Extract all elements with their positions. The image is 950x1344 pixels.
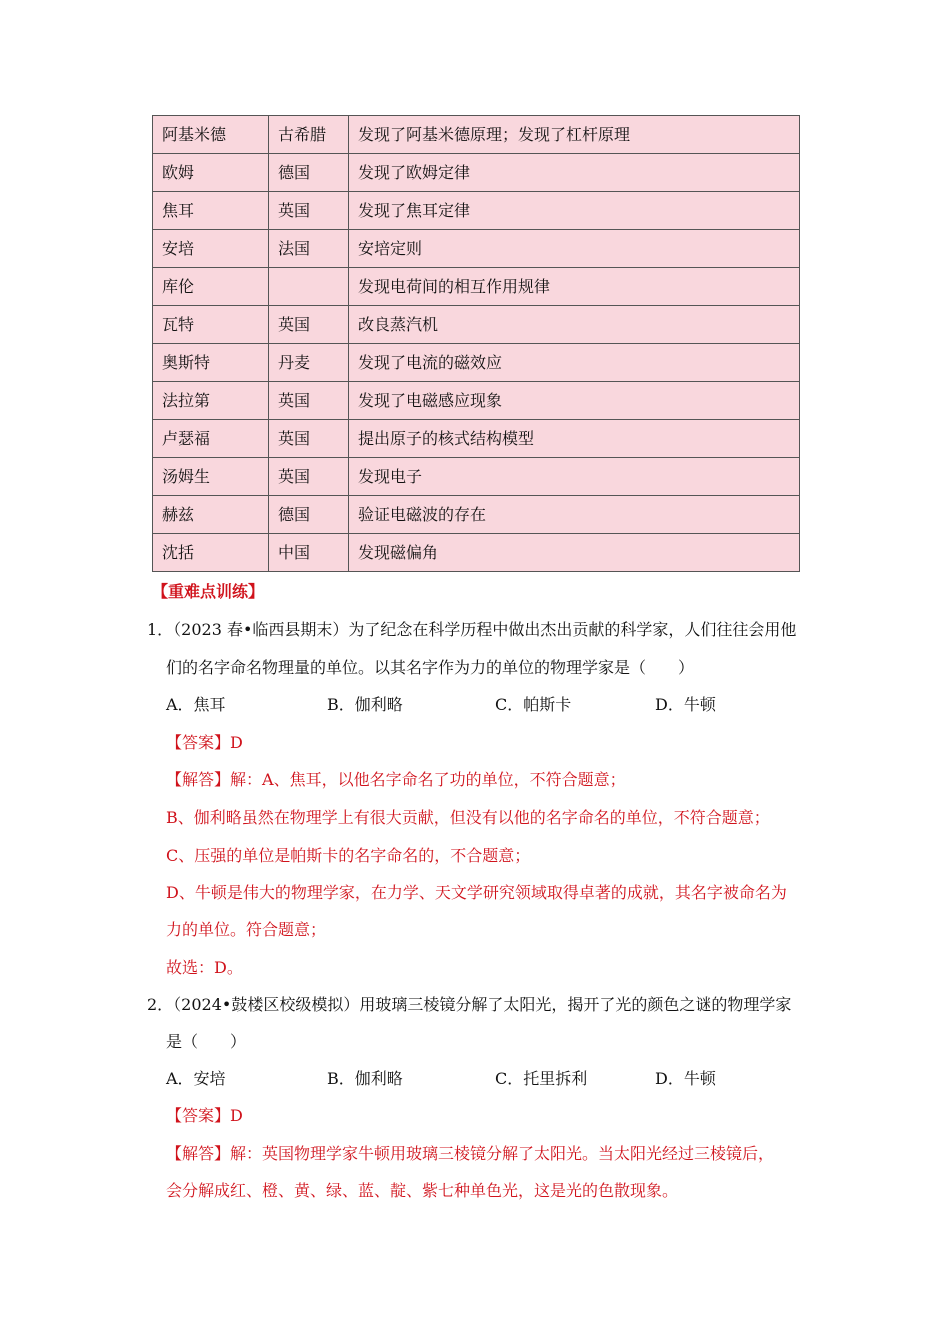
cell-country: 古希腊	[269, 116, 349, 154]
q1-analysis-d-cont: 力的单位。符合题意；	[166, 920, 327, 939]
table-row	[153, 268, 800, 306]
cell-name: 奥斯特	[153, 344, 269, 382]
cell-country: 英国	[269, 458, 349, 496]
q2-option-c: C．托里拆利	[495, 1069, 588, 1088]
cell-achievement: 发现电荷间的相互作用规律	[349, 268, 800, 306]
q2-stem-line2: 是（ ）	[166, 1032, 247, 1051]
table-row	[153, 420, 800, 458]
cell-achievement: 发现了电流的磁效应	[349, 344, 800, 382]
q1-analysis-label: 【解答】	[166, 770, 231, 789]
cell-name: 沈括	[153, 534, 269, 572]
cell-name: 汤姆生	[153, 458, 269, 496]
q1-option-b: B．伽利略	[327, 695, 403, 714]
cell-name: 欧姆	[153, 154, 269, 192]
q1-stem-line1: 1．（2023 春•临西县期末）为了纪念在科学历程中做出杰出贡献的科学家，人们往往会用他	[147, 620, 797, 639]
section-title: 【重难点训练】	[152, 582, 265, 601]
cell-name: 安培	[153, 230, 269, 268]
cell-name: 焦耳	[153, 192, 269, 230]
cell-name: 阿基米德	[153, 116, 269, 154]
q1-analysis-line1	[166, 770, 626, 790]
scientist-table	[152, 115, 800, 572]
table-row	[153, 230, 800, 268]
table-row	[153, 382, 800, 420]
cell-country: 丹麦	[269, 344, 349, 382]
q1-analysis-c: C、压强的单位是帕斯卡的名字命名的，不合题意；	[166, 846, 531, 865]
cell-name: 库伦	[153, 268, 269, 306]
q2-analysis-line1	[166, 1144, 774, 1164]
cell-country: 德国	[269, 154, 349, 192]
q2-option-a: A．安培	[166, 1069, 226, 1088]
q1-option-a: A．焦耳	[166, 695, 226, 714]
table-row	[153, 154, 800, 192]
q1-analysis-d: D、牛顿是伟大的物理学家，在力学、天文学研究领域取得卓著的成就，其名字被命名为	[166, 883, 787, 902]
table-row	[153, 116, 800, 154]
table-row	[153, 534, 800, 572]
table-row	[153, 496, 800, 534]
cell-achievement: 发现磁偏角	[349, 534, 800, 572]
cell-achievement: 发现了欧姆定律	[349, 154, 800, 192]
cell-achievement: 提出原子的核式结构模型	[349, 420, 800, 458]
q1-option-d: D．牛顿	[655, 695, 716, 714]
cell-name: 卢瑟福	[153, 420, 269, 458]
cell-country: 英国	[269, 420, 349, 458]
cell-country: 中国	[269, 534, 349, 572]
q1-option-c: C．帕斯卡	[495, 695, 572, 714]
q2-analysis-cont: 会分解成红、橙、黄、绿、蓝、靛、紫七种单色光，这是光的色散现象。	[166, 1181, 679, 1200]
cell-country: 英国	[269, 192, 349, 230]
scientist-table-body	[153, 116, 800, 572]
cell-achievement: 安培定则	[349, 230, 800, 268]
cell-name: 赫兹	[153, 496, 269, 534]
q2-analysis-label: 【解答】	[166, 1144, 231, 1163]
q1-analysis-b: B、伽利略虽然在物理学上有很大贡献，但没有以他的名字命名的单位，不符合题意；	[166, 808, 770, 827]
cell-achievement: 发现电子	[349, 458, 800, 496]
cell-achievement: 改良蒸汽机	[349, 306, 800, 344]
cell-name: 法拉第	[153, 382, 269, 420]
cell-achievement: 发现了电磁感应现象	[349, 382, 800, 420]
table-row	[153, 306, 800, 344]
q1-stem-line2: 们的名字命名物理量的单位。以其名字作为力的单位的物理学家是（ ）	[166, 658, 695, 677]
table-row	[153, 458, 800, 496]
q2-option-d: D．牛顿	[655, 1069, 716, 1088]
cell-country: 法国	[269, 230, 349, 268]
cell-country: 英国	[269, 306, 349, 344]
q2-answer: 【答案】D	[166, 1106, 243, 1125]
cell-achievement: 发现了阿基米德原理；发现了杠杆原理	[349, 116, 800, 154]
cell-country: 德国	[269, 496, 349, 534]
table-row	[153, 344, 800, 382]
q2-analysis-first: 解：英国物理学家牛顿用玻璃三棱镜分解了太阳光。当太阳光经过三棱镜后，	[230, 1144, 775, 1163]
q2-stem-line1: 2．（2024•鼓楼区校级模拟）用玻璃三棱镜分解了太阳光，揭开了光的颜色之谜的物理学家	[147, 995, 792, 1014]
cell-country: 英国	[269, 382, 349, 420]
cell-achievement: 验证电磁波的存在	[349, 496, 800, 534]
q2-option-b: B．伽利略	[327, 1069, 403, 1088]
cell-country	[269, 268, 349, 306]
cell-achievement: 发现了焦耳定律	[349, 192, 800, 230]
q1-analysis-first: 解：A、焦耳，以他名字命名了功的单位，不符合题意；	[230, 770, 626, 789]
table-row	[153, 192, 800, 230]
q1-choice: 故选：D。	[166, 958, 243, 977]
cell-name: 瓦特	[153, 306, 269, 344]
q1-answer: 【答案】D	[166, 733, 243, 752]
